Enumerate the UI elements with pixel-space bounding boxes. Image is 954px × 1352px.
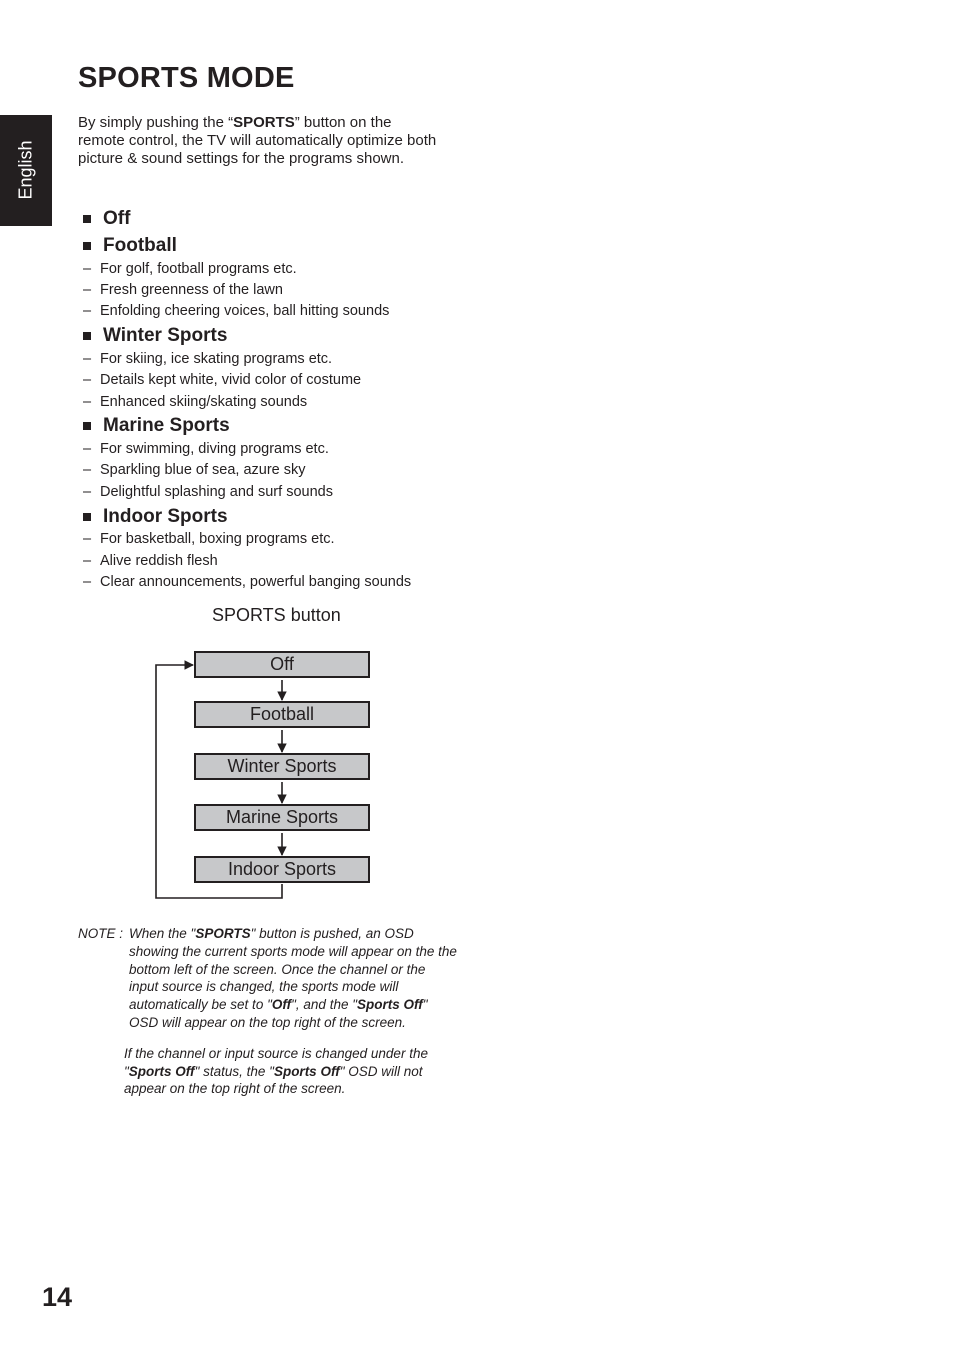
dash-bullet: – [83, 573, 92, 590]
diagram-title: SPORTS button [212, 605, 341, 625]
mode-feature-text: Fresh greenness of the lawn [100, 282, 283, 299]
mode-feature-text: Enfolding cheering voices, ball hitting sounds [100, 303, 390, 320]
dash-bullet: – [83, 260, 92, 277]
mode-feature-text: Sparkling blue of sea, azure sky [100, 462, 306, 479]
note-bold-term: Sports Off [273, 1063, 340, 1079]
intro-sports-keyword: SPORTS [233, 114, 295, 131]
dash-bullet: – [83, 350, 92, 367]
mode-feature-text: For basketball, boxing programs etc. [100, 531, 335, 548]
dash-bullet: – [83, 483, 92, 500]
language-tab-label: English [15, 140, 36, 200]
dash-bullet: – [83, 393, 92, 410]
note-text: " button is pushed, an OSD showing the current sports mode will appear on the the bottom left of the screen. Once the channel or the input source is changed, the sports mode will automatically be set to " [129, 926, 457, 1013]
mode-feature-text: Enhanced skiing/skating sounds [100, 393, 308, 410]
dash-bullet: – [83, 282, 92, 299]
mode-feature-text: Details kept white, vivid color of costume [100, 372, 362, 389]
mode-heading-label: Off [103, 208, 131, 229]
mode-heading-label: Winter Sports [103, 325, 228, 347]
page-title: SPORTS MODE [78, 62, 295, 94]
note-text: If the channel or input source is changed under the " [124, 1045, 428, 1079]
note-label: NOTE : [78, 926, 124, 941]
mode-feature-text: For swimming, diving programs etc. [100, 441, 329, 458]
dash-bullet: – [83, 552, 92, 569]
flow-box-marine-sports [194, 804, 370, 831]
mode-heading-label: Marine Sports [103, 415, 230, 437]
intro-text-before: By simply pushing the “ [78, 114, 234, 131]
note-text: " OSD will not appear on the top right of the screen. [124, 1063, 423, 1097]
dash-bullet: – [83, 303, 92, 320]
note-bold-term: Sports Off [128, 1063, 195, 1079]
dash-bullet: – [83, 462, 92, 479]
mode-feature-text: For skiing, ice skating programs etc. [100, 350, 333, 367]
flow-box-off [194, 651, 370, 678]
flow-box-indoor-sports [194, 856, 370, 883]
mode-feature-text: Delightful splashing and surf sounds [100, 483, 333, 500]
dash-bullet: – [83, 441, 92, 458]
mode-feature-text: Clear announcements, powerful banging sounds [100, 573, 412, 590]
page-number: 14 [42, 1282, 73, 1312]
mode-feature-text: For golf, football programs etc. [100, 260, 297, 277]
note-text: ", and the " [291, 997, 358, 1013]
note-text: " status, the " [194, 1063, 274, 1079]
dash-bullet: – [83, 372, 92, 389]
note-bold-term: Sports Off [357, 997, 423, 1013]
note-paragraph-1 [129, 925, 458, 1032]
flow-box-football-label: Football [249, 704, 315, 724]
flow-box-off-label: Off [270, 654, 294, 674]
flow-box-winter-sports [194, 753, 370, 780]
mode-feature-text: Alive reddish flesh [100, 552, 218, 569]
mode-heading-label: Football [103, 235, 177, 256]
dash-bullet: – [83, 531, 92, 548]
flow-box-indoor-sports-label: Indoor Sports [227, 859, 337, 879]
note-bold-term: SPORTS [195, 926, 251, 941]
note-text: " OSD will appear on the top right of the screen. [129, 997, 428, 1030]
flow-box-marine-sports-label: Marine Sports [225, 807, 339, 827]
note [78, 925, 458, 1098]
note-bold-term: Off [271, 997, 292, 1013]
flow-box-winter-sports-label: Winter Sports [227, 756, 337, 776]
note-paragraph-2 [124, 1045, 458, 1098]
note-text: When the " [129, 926, 196, 941]
flow-box-football [194, 701, 370, 728]
intro-text-after: ” button on the remote control, the TV will automatically optimize both picture & sound settings for the programs shown. [78, 114, 437, 167]
mode-heading-label: Indoor Sports [103, 505, 228, 527]
